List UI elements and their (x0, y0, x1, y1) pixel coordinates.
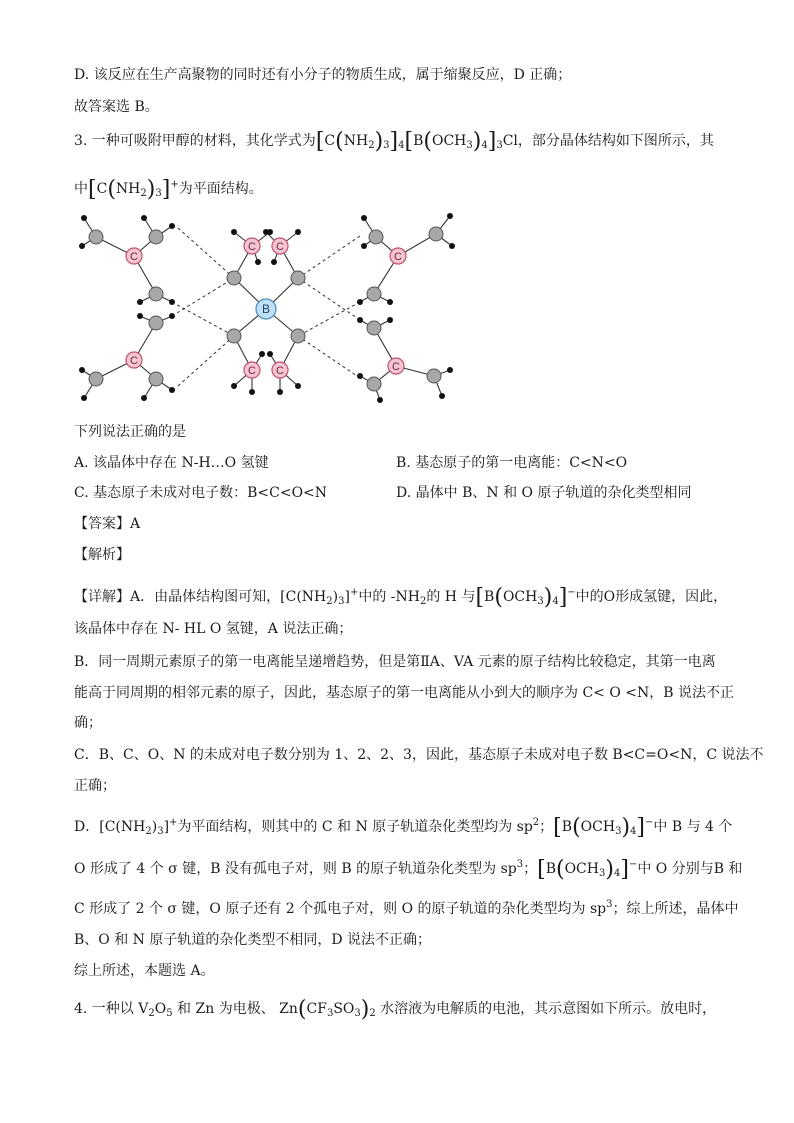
detail-line: 正确； (74, 778, 116, 794)
question-prompt: 下列说法正确的是 (74, 424, 186, 440)
atom-label-c: C (276, 365, 284, 377)
atom-label-c: C (392, 361, 400, 373)
detail-line: 确； (74, 715, 102, 731)
detail-line: 该晶体中存在 N- HL O 氢键，A 说法正确； (74, 621, 353, 637)
option-b: B. 基态原子的第一电离能：C<N<O (396, 455, 628, 471)
detail-line: D．$[C(NH_2)_3]^+$为平面结构，则其中的 C 和 N 原子轨道杂化类型均为 $sp^2$；$[B(OCH_3)_4]^-$中 B 与 4 个 (74, 815, 733, 840)
atom-label-c: C (248, 365, 256, 377)
detail-line: 综上所述，本题选 A。 (74, 963, 215, 979)
atom-label-c: C (248, 241, 256, 253)
analysis-label: 【解析】 (74, 547, 130, 563)
option-c: C. 基态原子未成对电子数：B<C<O<N (74, 485, 328, 501)
atom-label-c: C (394, 251, 402, 263)
formula: $[C(NH_2)_3]_4[B(OCH_3)_4]_3Cl$ (315, 129, 518, 154)
atom-label-c: C (276, 241, 284, 253)
atom-label-c: C (130, 251, 138, 263)
text-line: D. 该反应在生产高聚物的同时还有小分子的物质生成，属于缩聚反应，D 正确； (74, 67, 572, 83)
question-3-line: 3. 一种可吸附甲醇的材料，其化学式为$[C(NH_2)_3]_4[B(OCH_3)_4]_3Cl$，部分晶体结构如下图所示，其 (74, 129, 714, 154)
detail-line: B．同一周期元素原子的第一电离能呈递增趋势，但是第ⅡA、VA 元素的原子结构比较稳定，其第一电离 (74, 654, 716, 670)
detail-line: 能高于同周期的相邻元素的原子，因此，基态原子的第一电离能从小到大的顺序为 C< O <N，B 说法不正 (74, 685, 734, 701)
option-d: D. 晶体中 B、N 和 O 原子轨道的杂化类型相同 (396, 485, 692, 501)
detail-line: B、O 和 N 原子轨道的杂化类型不相同，D 说法不正确； (74, 932, 432, 948)
answer-label: 【答案】A (74, 516, 141, 532)
detail-line: O 形成了 4 个 σ 键，B 没有孤电子对，则 B 的原子轨道杂化类型为 $sp^3$；$[B(OCH_3)_4]^-$中 O 分别与B 和 (74, 857, 743, 882)
question-4-line: 4. 一种以 $V_2O_5$ 和 Zn 为电极、 $Zn(CF_3SO_3)_2$ 水溶液为电解质的电池，其示意图如下所示。放电时， (74, 997, 717, 1022)
option-a: A. 该晶体中存在 N-H…O 氢键 (74, 455, 269, 471)
detail-line: C 形成了 2 个 σ 键，O 原子还有 2 个孤电子对，则 O 的原子轨道的杂化类型均为 $sp^3$；综上所述，晶体中 (74, 899, 739, 917)
detail-line: C．B、C、O、N 的未成对电子数分别为 1、2、2、3，因此，基态原子未成对电子数 B<C=O<N，C 说法不 (74, 747, 764, 763)
question-3-line: 中$[C(NH_2)_3]^+$为平面结构。 (74, 177, 263, 202)
detail-line: 【详解】A．由晶体结构图可知，$[C(NH_2)_3]^+$中的 $-NH_2$的 H 与$[B(OCH_3)_4]^-$中的O形成氢键，因此， (74, 585, 728, 610)
atom-label-c: C (130, 355, 138, 367)
crystal-structure-diagram (74, 206, 464, 412)
atom-label-b: B (261, 302, 271, 316)
text-line: 故答案选 B。 (74, 99, 159, 115)
